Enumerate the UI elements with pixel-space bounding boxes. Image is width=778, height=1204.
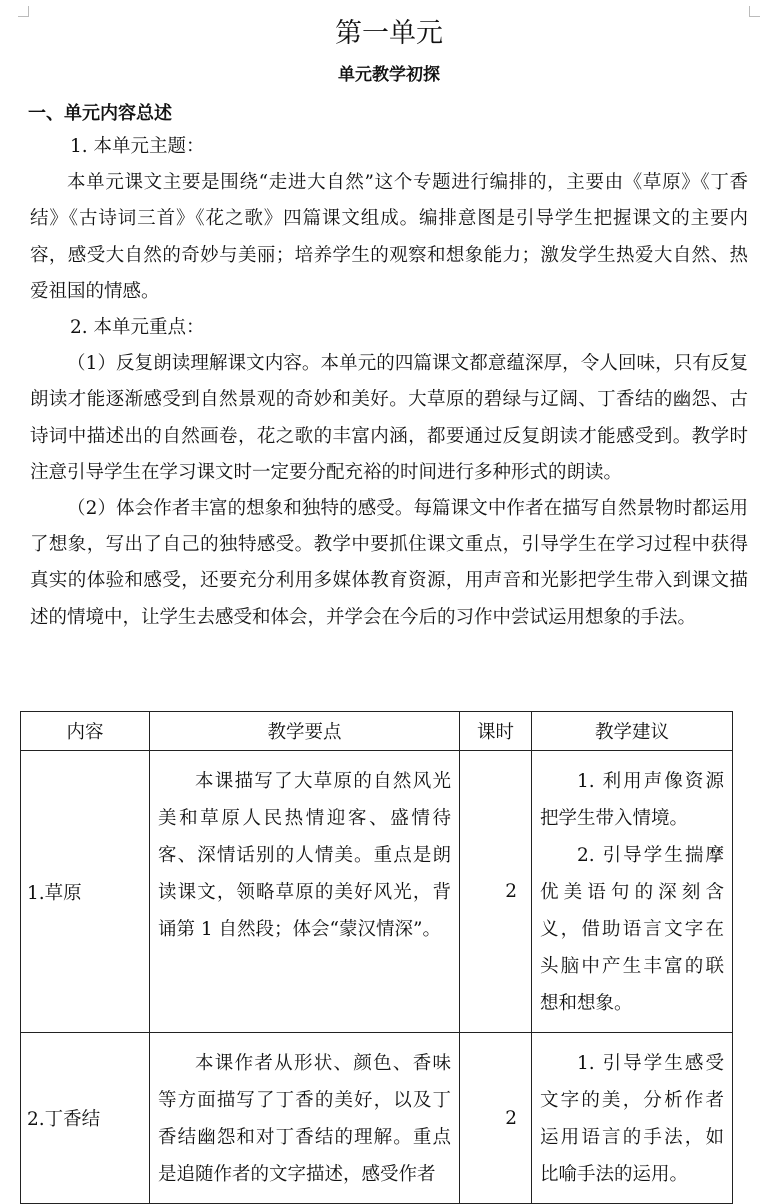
- table-row: [21, 1033, 733, 1204]
- table-header-row: [21, 712, 733, 751]
- focus-label: 2. 本单元重点：: [70, 317, 205, 339]
- lesson-advice: [532, 1033, 733, 1204]
- page-title: 第一单元: [335, 18, 443, 49]
- lesson-points: 本课描写了大草原的自然风光美和草原人民热情迎客、盛情待客、深情话别的人情美。重点是朗读课文，领略草原的美好风光，背诵第 1 自然段；体会“蒙汉情深”。: [150, 751, 460, 1033]
- lesson-name: 1.草原: [21, 751, 150, 1033]
- table-row: [21, 751, 733, 1033]
- focus-paragraph-2: （2）体会作者丰富的想象和独特的感受。每篇课文中作者在描写自然景物时都运用了想象，写出了自己的独特感受。教学中要抓住课文重点，引导学生在学习过程中获得真实的体验和感受，还要充分利用多媒体教育资源，用声音和光影把学生带入到课文描述的情境中，让学生去感受和体会，并学会在今后的习作中尝试运用想象的手法。: [30, 498, 748, 628]
- focus-paragraph-1: （1）反复朗读理解课文内容。本单元的四篇课文都意蕴深厚，令人回味，只有反复朗读才能逐渐感受到自然景观的奇妙和美好。大草原的碧绿与辽阔、丁香结的幽怨、古诗词中描述出的自然画卷，花之歌的丰富内涵，都要通过反复朗读才能感受到。教学时注意引导学生在学习课文时一定要分配充裕的时间进行多种形式的朗读。: [30, 353, 748, 483]
- lesson-table: [20, 711, 733, 1204]
- advice-item: 1. 利用声像资源把学生带入情境。: [540, 771, 724, 829]
- header-content: 内容: [21, 712, 150, 751]
- theme-paragraph: 本单元课文主要是围绕“走进大自然”这个专题进行编排的，主要由《草原》《丁香结》《古诗词三首》《花之歌》四篇课文组成。编排意图是引导学生把握课文的主要内容，感受大自然的奇妙与美丽；培养学生的观察和想象能力；激发学生热爱大自然、热爱祖国的情感。: [30, 172, 748, 302]
- lesson-hours: 2: [460, 751, 532, 1033]
- header-suggestions: 教学建议: [532, 712, 733, 751]
- lesson-advice: [532, 751, 733, 1033]
- lesson-name: 2.丁香结: [21, 1033, 150, 1204]
- section-heading: 一、单元内容总述: [28, 103, 172, 124]
- lesson-points: 本课作者从形状、颜色、香味等方面描写了丁香的美好，以及丁香结幽怨和对丁香结的理解。重点是追随作者的文字描述，感受作者: [150, 1033, 460, 1204]
- header-key-points: 教学要点: [150, 712, 460, 751]
- theme-label: 1. 本单元主题：: [70, 136, 205, 157]
- lesson-hours: 2: [460, 1033, 532, 1204]
- advice-item: 2. 引导学生揣摩优美语句的深刻含义，借助语言文字在头脑中产生丰富的联想和想象。: [540, 845, 724, 1014]
- page-subtitle: 单元教学初探: [338, 65, 440, 85]
- advice-item: 1. 引导学生感受文字的美，分析作者运用语言的手法，如比喻手法的运用。: [540, 1053, 724, 1185]
- header-hours: 课时: [460, 712, 532, 751]
